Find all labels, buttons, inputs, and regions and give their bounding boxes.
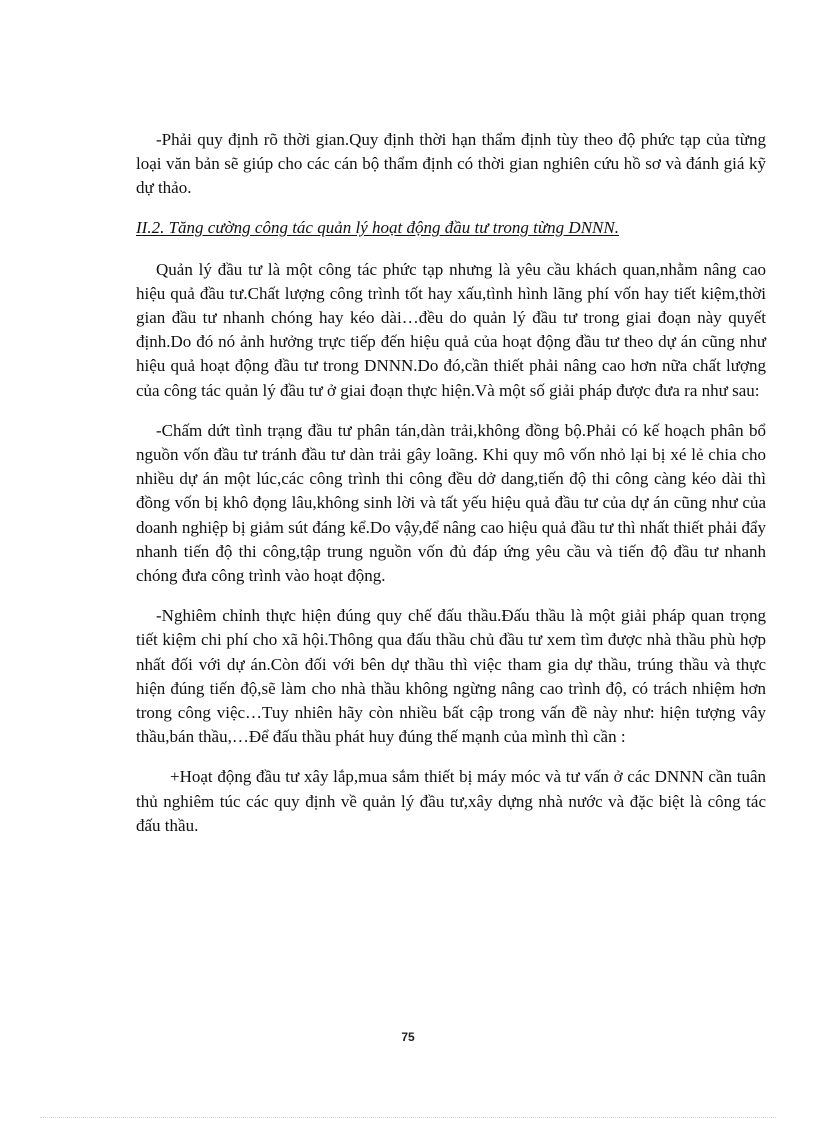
paragraph-construction-activities: +Hoạt động đầu tư xây lắp,mua sắm thiết bị máy móc và tư vấn ở các DNNN cần tuân thủ nghiêm túc các quy định về quản lý đầu tư,xây dựng nhà nước và đặc biệt là công tác đấu thầu. xyxy=(136,767,766,835)
paragraph-bidding-regulations: -Nghiêm chỉnh thực hiện đúng quy chế đấu thầu.Đấu thầu là một giải pháp quan trọng tiết kiệm chi phí cho xã hội.Thông qua đấu thầu chủ đầu tư xem tìm được nhà thầu phù hợp nhất đối với dự án.Còn đối với bên dự thầu thì việc tham gia dự thầu, trúng thầu và thực hiện đúng tiến độ,sẽ làm cho nhà thầu không ngừng nâng cao trình độ, có trách nhiệm hơn trong công việc…Tuy nhiên hãy còn nhiều bất cập trong vấn đề này như: hiện tượng vây thầu,bán thầu,…Để đấu thầu phát huy đúng thế mạnh của mình thì cần : xyxy=(136,606,766,747)
paragraph-investment-management: Quản lý đầu tư là một công tác phức tạp nhưng là yêu cầu khách quan,nhằm nâng cao hiệu quả đầu tư.Chất lượng công trình tốt hay xấu,tình hình lãng phí vốn hay tiết kiệm,thời gian đầu tư nhanh chóng hay kéo dài…đều do quản lý đầu tư trong giai đoạn này quyết định.Do đó nó ảnh hưởng trực tiếp đến hiệu quả của hoạt động đầu tư theo dự án cũng như hiệu quả hoạt động đầu tư trong DNNN.Do đó,cần thiết phải nâng cao hơn nữa chất lượng của công tác quản lý đầu tư ở giai đoạn thực hiện.Và một số giải pháp được đưa ra như sau: xyxy=(136,259,766,400)
page-number: 75 xyxy=(401,1030,415,1044)
paragraph-stop-scattered-investment: -Chấm dứt tình trạng đầu tư phân tán,dàn trải,không đồng bộ.Phải có kế hoạch phân bổ nguồn vốn đầu tư tránh đầu tư dàn trải gây loãng. Khi quy mô vốn nhỏ lại bị xé lẻ chia cho nhiều dự án một lúc,các công trình thi công đều dở dang,tiến độ thi công càng kéo dài thì đồng vốn bị khô đọng lâu,không sinh lời và tất yếu hiệu quả đầu tư của dự án cũng như của doanh nghiệp bị giảm sút đáng kể.Do vậy,để nâng cao hiệu quả đầu tư thì nhất thiết phải đẩy nhanh tiến độ thi công,tập trung nguồn vốn đủ đáp ứng yêu cầu và tiến độ đầu tư nhanh chóng đưa công trình vào hoạt động. xyxy=(136,420,766,586)
paragraph-review-time: -Phải quy định rõ thời gian.Quy định thời hạn thẩm định tùy theo độ phức tạp của từng loại văn bản sẽ giúp cho các cán bộ thẩm định có thời gian nghiên cứu hồ sơ và đánh giá kỹ dự thảo. xyxy=(136,130,766,198)
section-heading: II.2. Tăng cường công tác quản lý hoạt động đầu tư trong từng DNNN. xyxy=(136,217,619,237)
document-body xyxy=(136,128,766,854)
footer-divider xyxy=(40,1117,776,1118)
